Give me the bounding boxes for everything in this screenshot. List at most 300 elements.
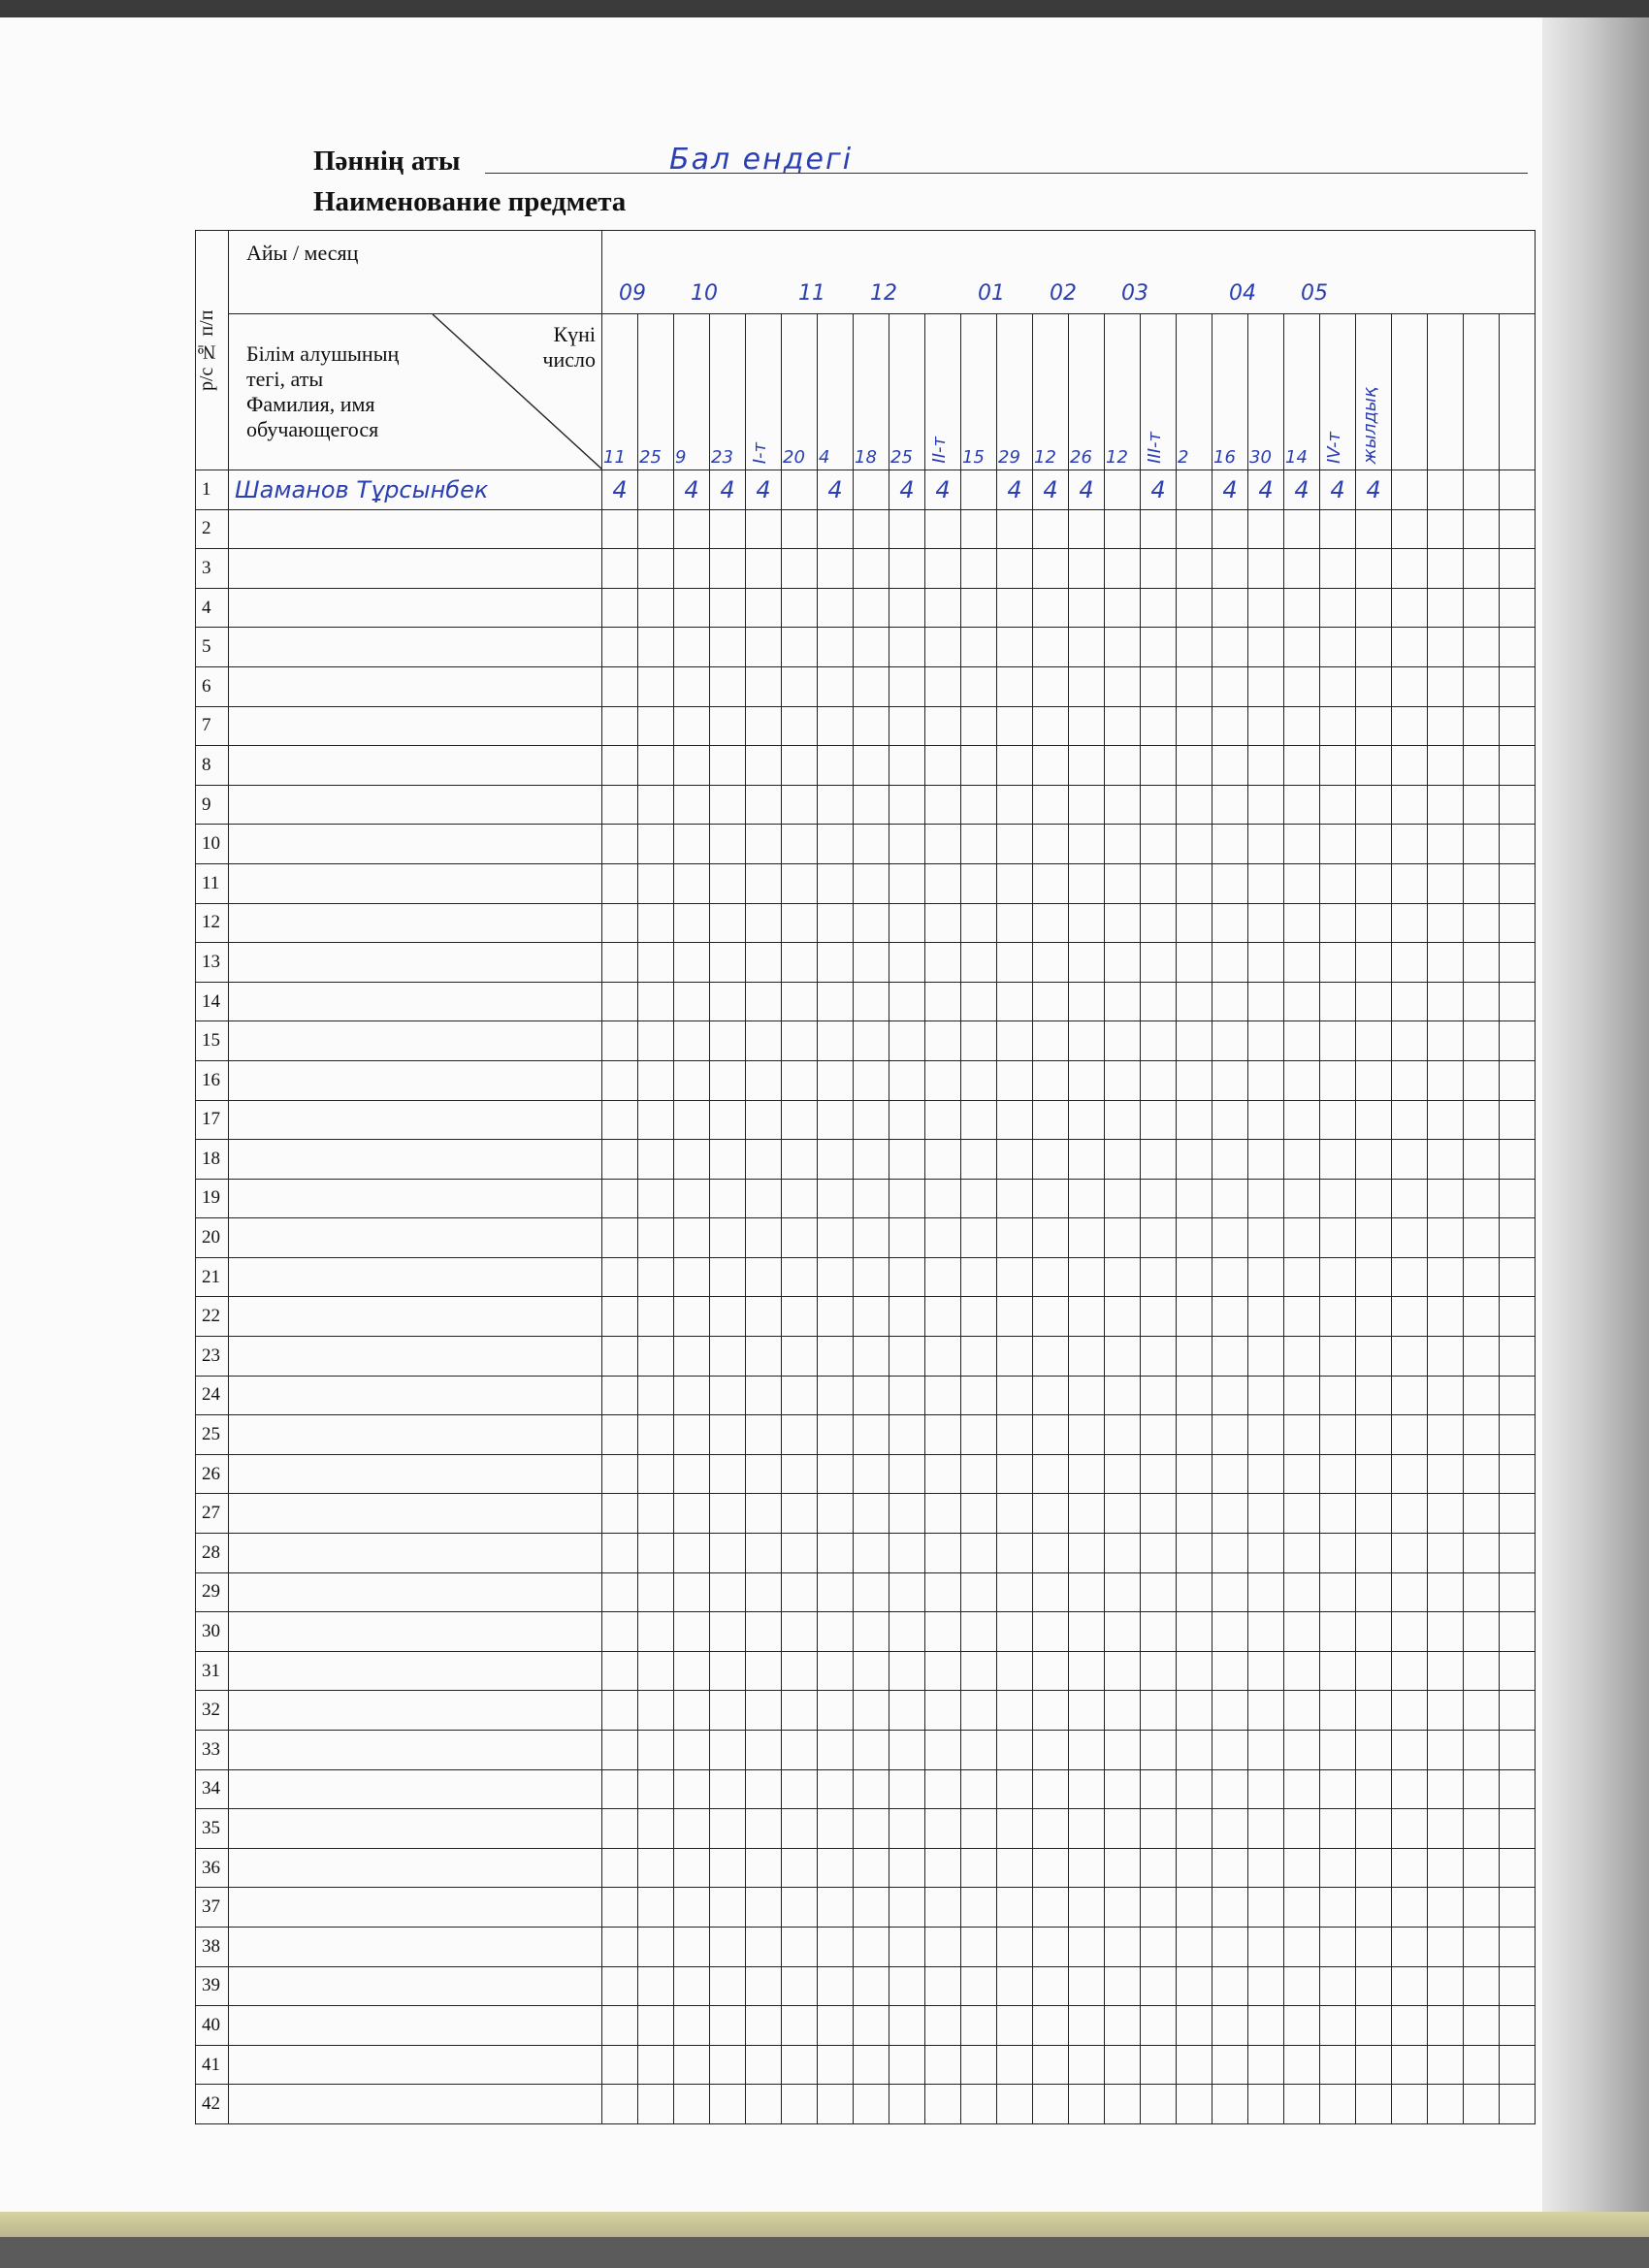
grade-cell[interactable] [1464, 1691, 1500, 1731]
grade-cell[interactable] [854, 1100, 889, 1140]
grade-cell[interactable] [818, 943, 854, 983]
grade-cell[interactable] [997, 666, 1033, 706]
grade-cell[interactable] [638, 982, 674, 1021]
grade-cell[interactable] [1069, 903, 1105, 943]
grade-cell[interactable] [961, 1848, 997, 1888]
grade-cell[interactable] [1212, 1927, 1248, 1966]
grade-cell[interactable] [782, 1494, 818, 1534]
grade-cell[interactable] [710, 863, 746, 903]
grade-cell[interactable] [674, 1966, 710, 2006]
grade-cell[interactable] [1069, 863, 1105, 903]
grade-cell[interactable] [638, 1100, 674, 1140]
grade-cell[interactable] [997, 1888, 1033, 1928]
grade-cell[interactable] [782, 785, 818, 825]
grade-cell[interactable] [925, 1337, 961, 1377]
grade-cell[interactable] [1500, 1179, 1536, 1218]
grade-cell[interactable] [854, 1731, 889, 1770]
grade-cell[interactable] [674, 785, 710, 825]
grade-cell[interactable] [1212, 666, 1248, 706]
grade-cell[interactable] [674, 943, 710, 983]
grade-cell[interactable] [854, 666, 889, 706]
grade-cell[interactable] [1105, 1809, 1141, 1849]
student-name-cell[interactable] [229, 1021, 602, 1061]
grade-cell[interactable] [602, 982, 638, 1021]
grade-cell[interactable] [854, 903, 889, 943]
grade-cell[interactable] [1212, 1612, 1248, 1652]
grade-cell[interactable] [997, 628, 1033, 667]
grade-cell[interactable] [1392, 1257, 1428, 1297]
grade-cell[interactable] [782, 1927, 818, 1966]
grade-cell[interactable] [1033, 1809, 1069, 1849]
grade-cell[interactable] [1464, 825, 1500, 864]
grade-cell[interactable] [1428, 1297, 1464, 1337]
grade-cell[interactable] [1177, 1021, 1212, 1061]
grade-cell[interactable] [602, 1809, 638, 1849]
grade-cell[interactable] [1356, 628, 1392, 667]
grade-cell[interactable] [1033, 1257, 1069, 1297]
grade-cell[interactable] [997, 1415, 1033, 1455]
grade-cell[interactable] [638, 628, 674, 667]
grade-cell[interactable] [710, 1651, 746, 1691]
grade-cell[interactable] [1105, 1534, 1141, 1573]
grade-cell[interactable] [997, 1809, 1033, 1849]
grade-cell[interactable] [818, 1415, 854, 1455]
grade-cell[interactable] [1428, 1888, 1464, 1928]
grade-cell[interactable] [638, 1218, 674, 1258]
grade-cell[interactable] [1141, 1415, 1177, 1455]
grade-cell[interactable] [1177, 1534, 1212, 1573]
grade-cell[interactable] [638, 785, 674, 825]
grade-cell[interactable]: 4 [602, 470, 638, 510]
grade-cell[interactable] [1392, 1060, 1428, 1100]
grade-cell[interactable] [889, 982, 925, 1021]
grade-cell[interactable] [674, 549, 710, 589]
grade-cell[interactable] [854, 1060, 889, 1100]
grade-cell[interactable] [1069, 2006, 1105, 2046]
grade-cell[interactable] [1248, 2045, 1284, 2085]
grade-cell[interactable] [1428, 1179, 1464, 1218]
grade-cell[interactable] [782, 1691, 818, 1731]
grade-cell[interactable] [1428, 2085, 1464, 2124]
grade-cell[interactable] [602, 1454, 638, 1494]
grade-cell[interactable] [1069, 1140, 1105, 1180]
grade-cell[interactable] [602, 1572, 638, 1612]
student-name-cell[interactable] [229, 1337, 602, 1377]
grade-cell[interactable] [1177, 1809, 1212, 1849]
grade-cell[interactable] [1284, 1572, 1320, 1612]
grade-cell[interactable] [1033, 1651, 1069, 1691]
grade-cell[interactable] [889, 1848, 925, 1888]
grade-cell[interactable] [1356, 1651, 1392, 1691]
grade-cell[interactable] [602, 1218, 638, 1258]
grade-cell[interactable] [1392, 2006, 1428, 2046]
grade-cell[interactable] [710, 1612, 746, 1652]
grade-cell[interactable] [1248, 1731, 1284, 1770]
grade-cell[interactable] [1284, 1257, 1320, 1297]
grade-cell[interactable] [1500, 1731, 1536, 1770]
grade-cell[interactable] [1428, 588, 1464, 628]
grade-cell[interactable] [710, 1454, 746, 1494]
student-name-cell[interactable] [229, 1612, 602, 1652]
grade-cell[interactable] [1320, 1494, 1356, 1534]
grade-cell[interactable] [1320, 1257, 1356, 1297]
grade-cell[interactable] [961, 2045, 997, 2085]
grade-cell[interactable] [1177, 1415, 1212, 1455]
grade-cell[interactable] [854, 1337, 889, 1377]
grade-cell[interactable] [1356, 1888, 1392, 1928]
grade-cell[interactable] [1069, 1337, 1105, 1377]
grade-cell[interactable] [1356, 825, 1392, 864]
grade-cell[interactable] [782, 1888, 818, 1928]
grade-cell[interactable] [1500, 903, 1536, 943]
grade-cell[interactable] [961, 1140, 997, 1180]
grade-cell[interactable] [818, 1888, 854, 1928]
grade-cell[interactable] [997, 785, 1033, 825]
grade-cell[interactable] [1320, 1927, 1356, 1966]
grade-cell[interactable] [1356, 1612, 1392, 1652]
grade-cell[interactable] [1428, 549, 1464, 589]
grade-cell[interactable] [1356, 1257, 1392, 1297]
grade-cell[interactable] [710, 825, 746, 864]
grade-cell[interactable] [925, 1297, 961, 1337]
grade-cell[interactable] [1033, 2045, 1069, 2085]
grade-cell[interactable] [854, 863, 889, 903]
grade-cell[interactable] [782, 470, 818, 510]
grade-cell[interactable] [1069, 943, 1105, 983]
grade-cell[interactable] [638, 588, 674, 628]
grade-cell[interactable] [889, 1218, 925, 1258]
grade-cell[interactable] [889, 1060, 925, 1100]
grade-cell[interactable] [961, 943, 997, 983]
grade-cell[interactable] [961, 785, 997, 825]
grade-cell[interactable] [1320, 2085, 1356, 2124]
student-name-cell[interactable]: Шаманов Тұрсынбек [229, 470, 602, 510]
grade-cell[interactable] [961, 1218, 997, 1258]
grade-cell[interactable] [1248, 982, 1284, 1021]
grade-cell[interactable] [1248, 1337, 1284, 1377]
grade-cell[interactable] [1392, 1454, 1428, 1494]
grade-cell[interactable] [818, 1612, 854, 1652]
grade-cell[interactable] [1500, 1691, 1536, 1731]
grade-cell[interactable] [925, 1179, 961, 1218]
grade-cell[interactable] [602, 2006, 638, 2046]
grade-cell[interactable] [1356, 1809, 1392, 1849]
grade-cell[interactable] [782, 1100, 818, 1140]
grade-cell[interactable] [746, 982, 782, 1021]
grade-cell[interactable] [925, 1415, 961, 1455]
student-name-cell[interactable] [229, 1376, 602, 1415]
grade-cell[interactable] [818, 1731, 854, 1770]
grade-cell[interactable] [782, 2006, 818, 2046]
grade-cell[interactable] [1464, 1572, 1500, 1612]
grade-cell[interactable] [1428, 1848, 1464, 1888]
grade-cell[interactable] [889, 1612, 925, 1652]
grade-cell[interactable] [1500, 1927, 1536, 1966]
grade-cell[interactable] [1500, 1848, 1536, 1888]
grade-cell[interactable] [1464, 1218, 1500, 1258]
grade-cell[interactable] [961, 706, 997, 746]
grade-cell[interactable] [638, 1494, 674, 1534]
grade-cell[interactable] [925, 588, 961, 628]
grade-cell[interactable] [602, 1060, 638, 1100]
grade-cell[interactable] [1069, 1415, 1105, 1455]
grade-cell[interactable] [1428, 1966, 1464, 2006]
grade-cell[interactable] [1500, 2045, 1536, 2085]
grade-cell[interactable] [925, 1966, 961, 2006]
grade-cell[interactable] [1392, 1966, 1428, 2006]
grade-cell[interactable] [1392, 1100, 1428, 1140]
grade-cell[interactable] [1105, 1140, 1141, 1180]
grade-cell[interactable] [1500, 588, 1536, 628]
grade-cell[interactable] [710, 903, 746, 943]
grade-cell[interactable] [710, 1809, 746, 1849]
grade-cell[interactable] [1320, 1651, 1356, 1691]
grade-cell[interactable] [818, 1337, 854, 1377]
grade-cell[interactable] [854, 1021, 889, 1061]
grade-cell[interactable] [1033, 706, 1069, 746]
grade-cell[interactable] [925, 1454, 961, 1494]
grade-cell[interactable] [1177, 549, 1212, 589]
grade-cell[interactable] [925, 1769, 961, 1809]
grade-cell[interactable] [746, 1060, 782, 1100]
grade-cell[interactable] [602, 549, 638, 589]
grade-cell[interactable] [1033, 666, 1069, 706]
grade-cell[interactable] [961, 1612, 997, 1652]
student-name-cell[interactable] [229, 1966, 602, 2006]
grade-cell[interactable] [1464, 1297, 1500, 1337]
grade-cell[interactable] [925, 1534, 961, 1573]
grade-cell[interactable] [1105, 1966, 1141, 2006]
grade-cell[interactable] [674, 1888, 710, 1928]
grade-cell[interactable] [1033, 1100, 1069, 1140]
grade-cell[interactable] [818, 509, 854, 549]
grade-cell[interactable] [602, 1140, 638, 1180]
grade-cell[interactable] [961, 825, 997, 864]
grade-cell[interactable] [638, 746, 674, 786]
grade-cell[interactable] [925, 1888, 961, 1928]
grade-cell[interactable] [1392, 706, 1428, 746]
grade-cell[interactable] [1428, 1257, 1464, 1297]
grade-cell[interactable] [1320, 1376, 1356, 1415]
grade-cell[interactable] [1428, 1572, 1464, 1612]
grade-cell[interactable] [1428, 1494, 1464, 1534]
grade-cell[interactable] [602, 1376, 638, 1415]
grade-cell[interactable] [1464, 1376, 1500, 1415]
grade-cell[interactable] [1212, 1454, 1248, 1494]
grade-cell[interactable] [961, 903, 997, 943]
grade-cell[interactable] [961, 746, 997, 786]
grade-cell[interactable] [818, 785, 854, 825]
grade-cell[interactable] [602, 1731, 638, 1770]
grade-cell[interactable] [674, 746, 710, 786]
grade-cell[interactable] [1356, 1966, 1392, 2006]
student-name-cell[interactable] [229, 746, 602, 786]
grade-cell[interactable] [1212, 746, 1248, 786]
grade-cell[interactable] [854, 2006, 889, 2046]
grade-cell[interactable] [674, 903, 710, 943]
grade-cell[interactable] [1069, 588, 1105, 628]
grade-cell[interactable] [1212, 1060, 1248, 1100]
grade-cell[interactable] [1464, 1809, 1500, 1849]
grade-cell[interactable] [1069, 825, 1105, 864]
grade-cell[interactable] [1392, 1376, 1428, 1415]
grade-cell[interactable] [1284, 1888, 1320, 1928]
grade-cell[interactable] [997, 1454, 1033, 1494]
grade-cell[interactable] [961, 1021, 997, 1061]
grade-cell[interactable] [1105, 1454, 1141, 1494]
grade-cell[interactable] [889, 1809, 925, 1849]
grade-cell[interactable] [674, 1494, 710, 1534]
grade-cell[interactable] [961, 1769, 997, 1809]
grade-cell[interactable] [1212, 943, 1248, 983]
student-name-cell[interactable] [229, 1691, 602, 1731]
grade-cell[interactable] [818, 1927, 854, 1966]
grade-cell[interactable]: 4 [818, 470, 854, 510]
grade-cell[interactable] [1284, 1612, 1320, 1652]
grade-cell[interactable] [674, 666, 710, 706]
grade-cell[interactable] [1320, 1454, 1356, 1494]
grade-cell[interactable] [1212, 1809, 1248, 1849]
grade-cell[interactable] [638, 470, 674, 510]
grade-cell[interactable] [997, 943, 1033, 983]
grade-cell[interactable] [746, 825, 782, 864]
grade-cell[interactable]: 4 [1320, 470, 1356, 510]
grade-cell[interactable] [1105, 1218, 1141, 1258]
grade-cell[interactable] [1392, 863, 1428, 903]
grade-cell[interactable] [746, 1454, 782, 1494]
grade-cell[interactable] [1177, 1337, 1212, 1377]
grade-cell[interactable] [1033, 825, 1069, 864]
grade-cell[interactable] [1248, 1376, 1284, 1415]
grade-cell[interactable] [1500, 982, 1536, 1021]
grade-cell[interactable] [1069, 549, 1105, 589]
grade-cell[interactable] [1464, 706, 1500, 746]
grade-cell[interactable] [925, 785, 961, 825]
grade-cell[interactable] [1141, 1060, 1177, 1100]
grade-cell[interactable] [746, 1415, 782, 1455]
grade-cell[interactable] [1392, 1572, 1428, 1612]
grade-cell[interactable] [818, 666, 854, 706]
grade-cell[interactable] [1248, 1769, 1284, 1809]
grade-cell[interactable] [746, 549, 782, 589]
grade-cell[interactable] [1033, 588, 1069, 628]
grade-cell[interactable] [1105, 588, 1141, 628]
grade-cell[interactable] [782, 1257, 818, 1297]
grade-cell[interactable] [1320, 1100, 1356, 1140]
grade-cell[interactable] [1428, 1769, 1464, 1809]
grade-cell[interactable] [782, 1534, 818, 1573]
grade-cell[interactable] [782, 1337, 818, 1377]
grade-cell[interactable] [889, 1179, 925, 1218]
grade-cell[interactable] [854, 1218, 889, 1258]
grade-cell[interactable] [997, 1337, 1033, 1377]
grade-cell[interactable] [854, 470, 889, 510]
grade-cell[interactable] [1105, 1651, 1141, 1691]
student-name-cell[interactable] [229, 588, 602, 628]
grade-cell[interactable] [1177, 1494, 1212, 1534]
grade-cell[interactable] [1248, 1494, 1284, 1534]
grade-cell[interactable] [674, 1140, 710, 1180]
grade-cell[interactable] [1105, 1612, 1141, 1652]
grade-cell[interactable] [1212, 1651, 1248, 1691]
grade-cell[interactable] [1284, 1140, 1320, 1180]
grade-cell[interactable]: 4 [889, 470, 925, 510]
grade-cell[interactable] [1105, 1257, 1141, 1297]
grade-cell[interactable] [1248, 666, 1284, 706]
grade-cell[interactable] [1141, 1612, 1177, 1652]
grade-cell[interactable] [1284, 1691, 1320, 1731]
grade-cell[interactable] [1033, 1021, 1069, 1061]
grade-cell[interactable] [710, 1140, 746, 1180]
grade-cell[interactable] [1212, 1257, 1248, 1297]
grade-cell[interactable] [1284, 628, 1320, 667]
grade-cell[interactable] [1284, 1534, 1320, 1573]
grade-cell[interactable] [1105, 1376, 1141, 1415]
grade-cell[interactable] [1392, 470, 1428, 510]
grade-cell[interactable] [782, 2085, 818, 2124]
grade-cell[interactable] [1284, 746, 1320, 786]
grade-cell[interactable] [818, 549, 854, 589]
grade-cell[interactable] [1320, 1415, 1356, 1455]
grade-cell[interactable] [1033, 1769, 1069, 1809]
grade-cell[interactable] [997, 903, 1033, 943]
grade-cell[interactable] [674, 1100, 710, 1140]
grade-cell[interactable] [1356, 549, 1392, 589]
grade-cell[interactable] [1392, 1534, 1428, 1573]
grade-cell[interactable] [602, 1848, 638, 1888]
grade-cell[interactable] [925, 666, 961, 706]
grade-cell[interactable] [889, 943, 925, 983]
grade-cell[interactable] [710, 1297, 746, 1337]
grade-cell[interactable] [1177, 1140, 1212, 1180]
grade-cell[interactable] [1500, 1060, 1536, 1100]
grade-cell[interactable] [1141, 2045, 1177, 2085]
student-name-cell[interactable] [229, 825, 602, 864]
grade-cell[interactable] [710, 588, 746, 628]
grade-cell[interactable] [1033, 509, 1069, 549]
grade-cell[interactable] [1500, 1769, 1536, 1809]
grade-cell[interactable] [1177, 1297, 1212, 1337]
grade-cell[interactable] [1392, 1494, 1428, 1534]
grade-cell[interactable] [1428, 628, 1464, 667]
grade-cell[interactable] [602, 1257, 638, 1297]
grade-cell[interactable] [889, 509, 925, 549]
grade-cell[interactable] [638, 1140, 674, 1180]
grade-cell[interactable] [1105, 1297, 1141, 1337]
grade-cell[interactable] [854, 825, 889, 864]
grade-cell[interactable] [961, 549, 997, 589]
grade-cell[interactable] [602, 1651, 638, 1691]
grade-cell[interactable] [1464, 1769, 1500, 1809]
grade-cell[interactable] [1428, 1731, 1464, 1770]
student-name-cell[interactable] [229, 2006, 602, 2046]
grade-cell[interactable] [1392, 588, 1428, 628]
grade-cell[interactable] [961, 1494, 997, 1534]
grade-cell[interactable] [961, 588, 997, 628]
grade-cell[interactable] [1392, 1927, 1428, 1966]
grade-cell[interactable] [1105, 903, 1141, 943]
grade-cell[interactable] [674, 1731, 710, 1770]
grade-cell[interactable] [1392, 1297, 1428, 1337]
grade-cell[interactable] [854, 1572, 889, 1612]
grade-cell[interactable] [1141, 982, 1177, 1021]
grade-cell[interactable] [1320, 509, 1356, 549]
student-name-cell[interactable] [229, 2045, 602, 2085]
grade-cell[interactable] [1392, 1179, 1428, 1218]
grade-cell[interactable] [782, 1021, 818, 1061]
grade-cell[interactable] [854, 2085, 889, 2124]
grade-cell[interactable] [638, 706, 674, 746]
